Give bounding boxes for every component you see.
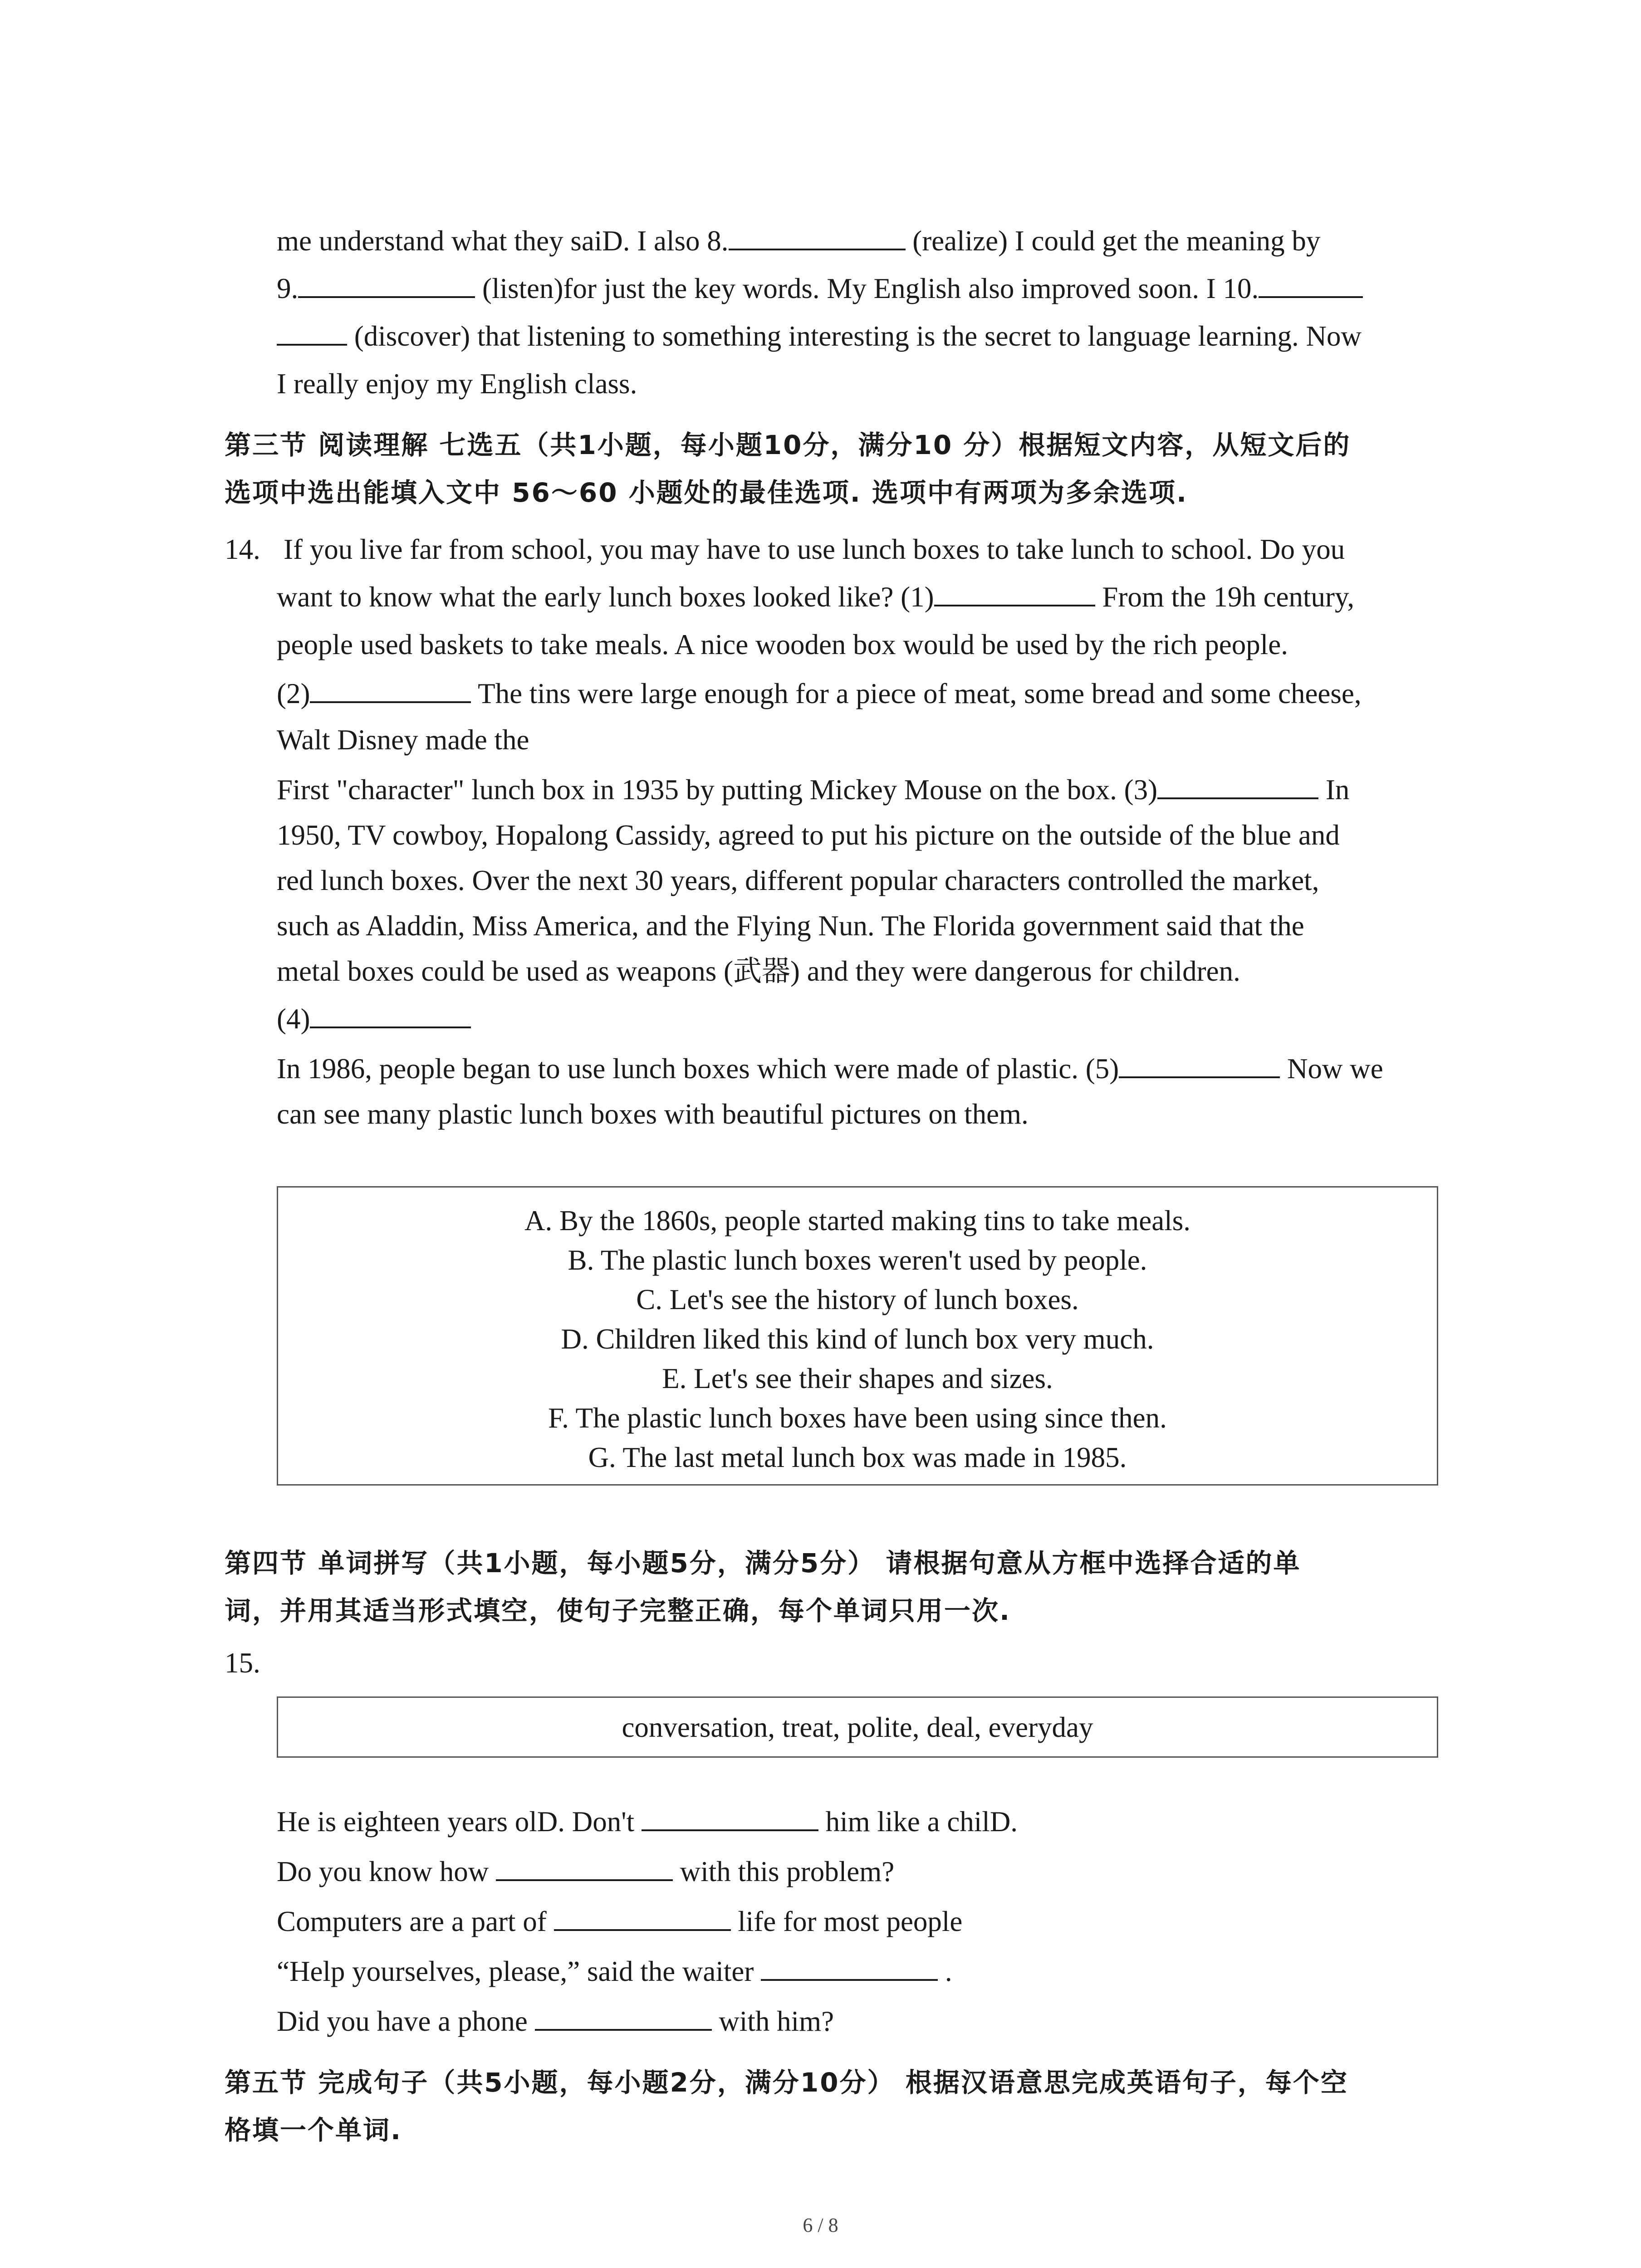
paragraph-line [277,313,1438,359]
paragraph-line: can see many plastic lunch boxes with beautiful pictures on them. [277,1098,1029,1130]
section-5-heading-line2: 格填一个单词. [225,2115,402,2146]
sentence-4 [277,1948,952,1994]
word-bank-box: conversation, treat, polite, deal, everyday [277,1696,1438,1758]
text-span: (realize) I could get the meaning by [905,225,1321,257]
answer-blank-10-part2[interactable] [277,320,347,346]
paragraph-line [277,574,1438,620]
section-5-heading-line1: 第五节 完成句子（共5小题，每小题2分，满分10分） 根据汉语意思完成英语句子，每个空 [225,2067,1348,2098]
text-span: (4) [277,1003,310,1035]
text-span: me understand what they saiD. I also 8. [277,225,729,257]
text-span: “Help yourselves, please,” said the waiter [277,1955,761,1987]
section-3-heading-line1: 第三节 阅读理解 七选五（共1小题，每小题10分，满分10 分）根据短文内容，从短文后的 [225,430,1351,460]
option-a: A. By the 1860s, people started making tins to take meals. [524,1205,1190,1237]
answer-blank-s3[interactable] [554,1906,731,1931]
answer-blank-s5[interactable] [535,2005,712,2031]
answer-blank-8[interactable] [729,225,906,250]
answer-blank-3[interactable] [1157,774,1318,799]
option-b: B. The plastic lunch boxes weren't used by people. [568,1244,1147,1276]
text-span: Now we [1280,1053,1383,1085]
text-span: He is eighteen years olD. Don't [277,1806,642,1838]
text-span: In 1986, people began to use lunch boxes which were made of plastic. (5) [277,1053,1119,1085]
text-span: him like a chilD. [818,1806,1018,1838]
paragraph-line: red lunch boxes. Over the next 30 years, different popular characters controlled the market, [277,865,1319,896]
option-c: C. Let's see the history of lunch boxes. [636,1284,1079,1315]
paragraph-line: metal boxes could be used as weapons (武器) and they were dangerous for children. [277,955,1240,987]
paragraph-line [277,996,1438,1042]
text-span: want to know what the early lunch boxes looked like? (1) [277,581,934,613]
paragraph-line: I really enjoy my English class. [277,368,637,400]
text-span: Did you have a phone [277,2005,535,2037]
section-4-heading-line1: 第四节 单词拼写（共1小题，每小题5分，满分5分） 请根据句意从方框中选择合适的单 [225,1548,1301,1579]
sentence-2 [277,1848,894,1895]
text-span: life for most people [730,1906,963,1937]
paragraph-line: people used baskets to take meals. A nice wooden box would be used by the rich people. [277,629,1288,660]
paragraph-line [277,670,1438,717]
section-3-heading-line2: 选项中选出能填入文中 56～60 小题处的最佳选项. 选项中有两项为多余选项. [225,477,1188,508]
answer-blank-1[interactable] [934,581,1095,606]
answer-blank-s1[interactable] [642,1806,818,1831]
answer-blank-4[interactable] [310,1003,471,1028]
option-f: F. The plastic lunch boxes have been using since then. [548,1402,1167,1434]
text-span: with him? [711,2005,834,2037]
text-span: . [938,1955,952,1987]
answer-blank-s2[interactable] [496,1856,673,1881]
text-span: From the 19h century, [1095,581,1355,613]
text-span: (listen)for just the key words. My English also improved soon. I 10. [475,273,1259,304]
sentence-1 [277,1799,1018,1845]
text-span: In [1318,774,1350,806]
paragraph-line [277,265,1438,312]
paragraph-line: If you live far from school, you may have to use lunch boxes to take lunch to school. Do you [284,533,1345,565]
text-span: 9. [277,273,299,304]
question-number-15: 15. [225,1647,260,1679]
sentence-3 [277,1898,962,1945]
option-d: D. Children liked this kind of lunch box very much. [561,1323,1154,1355]
question-number-14: 14. [225,533,260,565]
options-box [277,1186,1438,1486]
sentence-5 [277,1998,834,2044]
text-span: First "character" lunch box in 1935 by putting Mickey Mouse on the box. (3) [277,774,1158,806]
text-span: Do you know how [277,1856,496,1887]
paragraph-line: Walt Disney made the [277,724,529,756]
paragraph-line: 1950, TV cowboy, Hopalong Cassidy, agreed to put his picture on the outside of the blue and [277,819,1340,851]
paragraph-line: such as Aladdin, Miss America, and the Flying Nun. The Florida government said that the [277,910,1304,942]
text-span: (2) [277,678,310,709]
option-g: G. The last metal lunch box was made in 1985. [588,1442,1127,1473]
answer-blank-9[interactable] [298,273,475,298]
text-span: Computers are a part of [277,1906,554,1937]
paragraph-line [277,767,1438,813]
option-e: E. Let's see their shapes and sizes. [662,1363,1053,1394]
answer-blank-5[interactable] [1119,1053,1280,1078]
text-span: with this problem? [673,1856,895,1887]
section-4-heading-line2: 词，并用其适当形式填空，使句子完整正确，每个单词只用一次. [225,1595,1011,1626]
answer-blank-2[interactable] [310,678,471,703]
text-span: The tins were large enough for a piece of meat, some bread and some cheese, [471,678,1362,709]
paragraph-line [277,1046,1438,1092]
answer-blank-s4[interactable] [761,1955,938,1981]
page-number: 6 / 8 [803,2214,838,2236]
text-span: (discover) that listening to something interesting is the secret to language learning. Now [347,320,1362,352]
answer-blank-10-part1[interactable] [1259,273,1363,298]
paragraph-line [277,218,1438,264]
